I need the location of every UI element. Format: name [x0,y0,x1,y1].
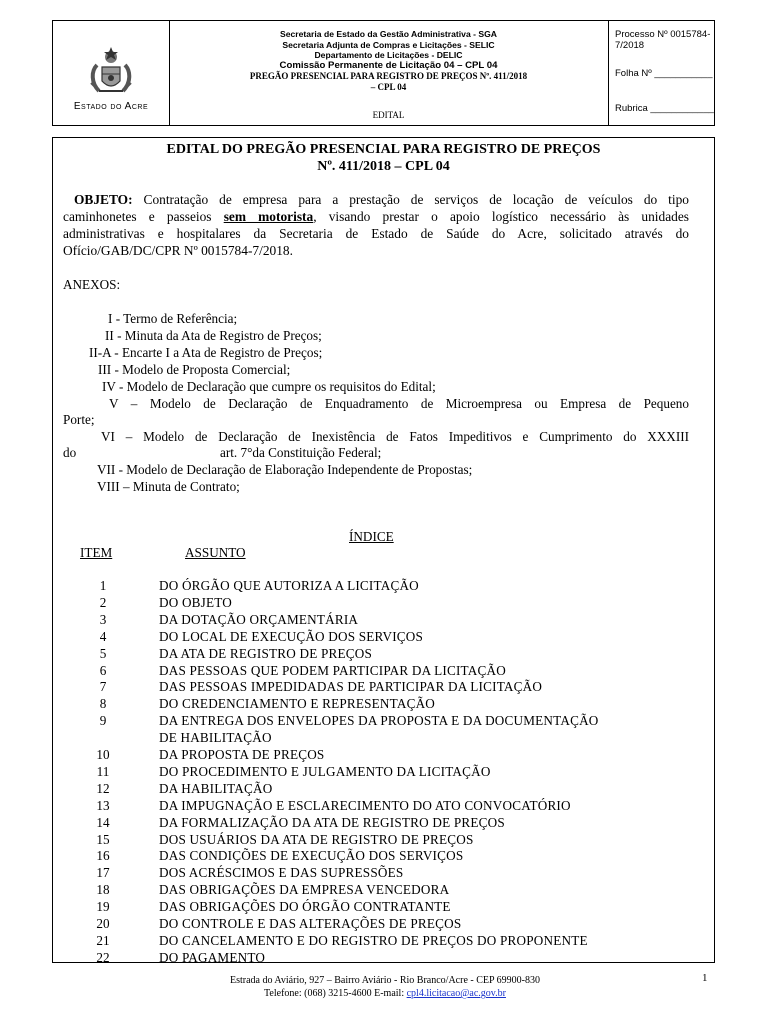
indice-item-number: 15 [96,831,110,847]
header-line-sga: Secretaria de Estado da Gestão Administrativa - SGA [280,29,497,39]
header-line-edital: EDITAL [372,110,405,120]
anexo-item: IV - Modelo de Declaração que cumpre os requisitos do Edital; [102,379,436,394]
indice-item-subject: DAS OBRIGAÇÕES DO ÓRGÃO CONTRATANTE [159,899,451,915]
indice-item-subject: DO LOCAL DE EXECUÇÃO DOS SERVIÇOS [159,628,424,644]
footer-contact: Telefone: (068) 3215-4600 E-mail: cpl4.licitacao@ac.gov.br [264,988,506,999]
objeto-line-2: caminhonetes e passeios sem motorista, visando prestar o apoio logístico necessário às unidades [63,209,689,224]
anexo-item-continuation: do [63,445,77,460]
folha-field: Folha Nº ___________ [615,68,713,79]
anexo-item: I - Termo de Referência; [108,311,238,326]
indice-title: ÍNDICE [349,529,394,544]
anexo-item: VI – Modelo de Declaração de Inexistência de Fatos Impeditivos e Cumprimento do XXXIII [101,429,689,444]
objeto-label: OBJETO: [74,192,133,207]
indice-item-subject: DO ÓRGÃO QUE AUTORIZA A LICITAÇÃO [159,578,419,593]
indice-item-number: 8 [99,696,107,712]
indice-item-subject: DE HABILITAÇÃO [159,730,272,746]
header-line-pregao: PREGÃO PRESENCIAL PARA REGISTRO DE PREÇOS Nº. 411/2018 [249,71,528,81]
sem-motorista-emphasis: sem motorista [223,209,314,224]
anexo-item: V – Modelo de Declaração de Enquadramento de Microempresa ou Empresa de Pequeno [109,396,689,411]
objeto-line-3: administrativas e hospitalares da Secretaria de Estado de Saúde do Acre, solicitado através do [63,226,689,241]
indice-item-subject: DA HABILITAÇÃO [159,780,273,796]
indice-item-subject: DO CONTROLE E DAS ALTERAÇÕES DE PREÇOS [159,916,462,931]
objeto-line-4: Ofício/GAB/DC/CPR Nº 0015784-7/2018. [63,243,293,258]
indice-item-subject: DO CANCELAMENTO E DO REGISTRO DE PREÇOS DO PROPONENTE [159,932,588,948]
indice-item-number: 1 [99,578,107,593]
indice-item-subject: DA IMPUGNAÇÃO E ESCLARECIMENTO DO ATO CONVOCATÓRIO [159,797,571,813]
indice-item-number: 17 [96,865,110,881]
indice-item-subject: DA FORMALIZAÇÃO DA ATA DE REGISTRO DE PREÇOS [159,814,505,830]
anexo-item: II - Minuta da Ata de Registro de Preços; [105,328,322,343]
indice-item-number: 21 [96,932,110,948]
anexo-item: II-A - Encarte I a Ata de Registro de Preços; [89,345,323,360]
header-line-delic: Departamento de Licitações - DELIC [314,50,463,60]
indice-item-subject: DA ATA DE REGISTRO DE PREÇOS [159,645,373,661]
indice-item-subject: DO CREDENCIAMENTO E REPRESENTAÇÃO [159,696,436,712]
page-title: EDITAL DO PREGÃO PRESENCIAL PARA REGISTRO DE PREÇOS [166,142,601,157]
page-number: 1 [702,972,708,984]
indice-item-subject: DAS OBRIGAÇÕES DA EMPRESA VENCEDORA [159,882,450,898]
indice-item-number: 7 [99,679,107,695]
header-logo-cell [53,21,170,125]
indice-item-number: 22 [96,949,110,965]
edital-body [52,137,715,963]
email-link[interactable]: cpl4.licitacao@ac.gov.br [406,988,506,999]
header-right-cell [609,21,714,125]
indice-item-subject: DO PAGAMENTO [159,949,266,965]
document-header [52,20,715,126]
indice-item-number: 16 [96,848,110,864]
indice-item-subject: DOS USUÁRIOS DA ATA DE REGISTRO DE PREÇOS [159,831,474,847]
indice-item-subject: DA PROPOSTA DE PREÇOS [159,747,325,762]
processo-number: Processo Nº 0015784-7/2018 [615,29,711,51]
indice-item-subject: DAS PESSOAS QUE PODEM PARTICIPAR DA LICITAÇÃO [159,662,506,678]
anexo-item: VII - Modelo de Declaração de Elaboração Independente de Propostas; [97,462,473,477]
indice-item-number: 3 [99,611,107,627]
header-line-selic: Secretaria Adjunta de Compras e Licitações - SELIC [282,39,495,50]
indice-item-subject: DO OBJETO [159,594,232,610]
footer-address: Estrada do Aviário, 927 – Bairro Aviário - Rio Branco/Acre - CEP 69900-830 [229,975,541,986]
indice-item-subject: DA DOTAÇÃO ORÇAMENTÁRIA [159,611,359,627]
anexos-label: ANEXOS: [63,277,121,292]
col-item-header: ITEM [80,545,113,560]
anexo-item-continuation: art. 7°da Constituição Federal; [220,445,382,460]
indice-item-number: 18 [96,882,110,898]
indice-item-number: 13 [96,797,110,813]
anexo-item: III - Modelo de Proposta Comercial; [98,362,291,377]
header-line-cpl-suffix: – CPL 04 [370,81,407,92]
indice-item-number: 2 [99,594,107,610]
col-assunto-header: ASSUNTO [185,545,246,560]
page-subtitle: Nº. 411/2018 – CPL 04 [317,159,450,174]
indice-item-subject: DA ENTREGA DOS ENVELOPES DA PROPOSTA E DA DOCUMENTAÇÃO [159,713,599,729]
header-center-cell [169,21,609,125]
state-coat-of-arms-icon [87,43,135,97]
indice-item-number: 12 [96,780,110,796]
indice-item-number: 20 [96,916,110,931]
indice-item-subject: DOS ACRÉSCIMOS E DAS SUPRESSÕES [159,865,404,881]
indice-item-number: 10 [96,747,110,762]
indice-item-number: 9 [99,713,107,729]
indice-item-subject: DO PROCEDIMENTO E JULGAMENTO DA LICITAÇÃO [159,763,491,779]
indice-item-number: 11 [96,763,110,779]
rubrica-field: Rubrica ____________ [615,103,714,114]
indice-item-number: 5 [99,645,107,661]
objeto-line-1: OBJETO: Contratação de empresa para a prestação de serviços de locação de veículos do tipo [74,192,689,207]
anexo-item: VIII – Minuta de Contrato; [97,479,240,494]
header-line-cpl: Comissão Permanente de Licitação 04 – CPL 04 [279,59,498,71]
indice-item-number: 4 [99,628,107,644]
anexo-item-continuation: Porte; [63,412,95,427]
indice-item-subject: DAS PESSOAS IMPEDIDADAS DE PARTICIPAR DA LICITAÇÃO [159,679,543,695]
indice-item-number: 6 [99,662,107,678]
state-label: Estado do Acre [73,101,149,112]
indice-item-number: 19 [96,899,110,915]
indice-item-number: 14 [96,814,110,830]
indice-item-subject: DAS CONDIÇÕES DE EXECUÇÃO DOS SERVIÇOS [159,848,464,864]
